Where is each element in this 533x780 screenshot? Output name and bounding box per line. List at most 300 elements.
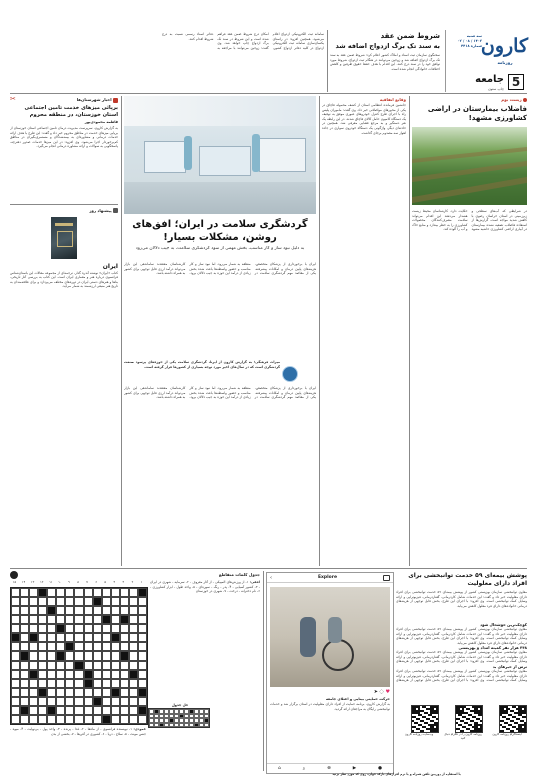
crossword-cell[interactable] [38, 642, 47, 651]
crossword-cell[interactable] [129, 642, 138, 651]
crossword-cell[interactable] [65, 633, 74, 642]
crossword-cell[interactable] [65, 715, 74, 724]
crossword-cell[interactable] [47, 624, 56, 633]
crossword-cell[interactable] [138, 706, 147, 715]
bottom-right-subhead-2: ۴۴۸ هزار نفر کمیته امداد و بهزیستی [458, 645, 527, 650]
crossword-cell[interactable] [120, 670, 129, 679]
crossword-cell[interactable] [56, 633, 65, 642]
crossword-cell[interactable] [20, 697, 29, 706]
page-number-box: 5 [508, 74, 524, 90]
search-icon[interactable]: ⌕ [302, 766, 306, 772]
qr-label-telegram: روزنامه کارون را در تلگرام دنبال کنید [444, 732, 482, 740]
qr-module [524, 730, 526, 732]
solution-label: حل جدول [171, 703, 189, 707]
crossword-cell[interactable] [129, 624, 138, 633]
crossword-cell[interactable] [111, 670, 120, 679]
crossword-cell[interactable] [38, 588, 47, 597]
crossword-cell[interactable] [111, 679, 120, 688]
crossword-cell[interactable] [20, 642, 29, 651]
heart-icon[interactable]: ♥ [385, 689, 390, 695]
crossword-cell[interactable] [56, 651, 65, 660]
crossword-column-numbers [10, 580, 146, 586]
crossword-cell[interactable] [129, 697, 138, 706]
crossword-cell[interactable] [47, 706, 56, 715]
crossword-cell[interactable] [38, 688, 47, 697]
right-column [412, 96, 527, 566]
crossword-cell[interactable] [65, 588, 74, 597]
crossword-cell[interactable] [11, 679, 20, 688]
crossword-cell[interactable] [111, 642, 120, 651]
crossword-cell[interactable] [38, 679, 47, 688]
crossword-cell[interactable] [120, 651, 129, 660]
bottom-right-body-2: معاون توانبخشی سازمان بهزیستی کشور از پوشش بیمه‌ای ۵۹ خدمت توانبخشی برای افراد دارای معلولیت خبر داد و گفت: این خدمات شامل کاردرمانی، گفتاردرمانی، فیزیوتراپی و ارائه وسایل کمک توانبخشی است. وی افزود: با اجرای این طرح، بخش قابل توجهی از هزینه‌های درمانی خانواده‌های دارای فرد معلول کاهش می‌یابد. [396, 627, 527, 645]
logo-text: کارون [480, 35, 528, 57]
crossword-cell[interactable] [29, 706, 38, 715]
crossword-cell[interactable] [102, 615, 111, 624]
crossword-cell[interactable] [47, 688, 56, 697]
crossword-cell[interactable] [120, 597, 129, 606]
crossword-cell[interactable] [84, 661, 93, 670]
crossword-cell[interactable] [74, 679, 83, 688]
crossword-cell[interactable] [29, 651, 38, 660]
crossword-cell[interactable] [111, 651, 120, 660]
crossword-cell[interactable] [93, 661, 102, 670]
camera-icon[interactable] [383, 575, 390, 581]
crossword-cell[interactable] [20, 606, 29, 615]
crossword-cell[interactable] [84, 606, 93, 615]
crossword-cell[interactable] [102, 688, 111, 697]
crossword-cell[interactable] [74, 706, 83, 715]
crossword-cell[interactable] [138, 597, 147, 606]
left-column [10, 96, 118, 566]
crossword-cell[interactable] [20, 706, 29, 715]
crossword-cell[interactable] [20, 633, 29, 642]
crossword-cell[interactable] [65, 642, 74, 651]
crossword-cell[interactable] [65, 706, 74, 715]
back-arrow-icon[interactable]: ‹ [270, 574, 272, 581]
crossword-cell[interactable] [11, 606, 20, 615]
bottom-right-subhead-1: کوچک‌ترین خوشحال شود [480, 622, 527, 627]
crossword-cell[interactable] [102, 624, 111, 633]
crossword-cell[interactable] [29, 642, 38, 651]
crossword-cell[interactable] [138, 651, 147, 660]
crossword-cell[interactable] [84, 588, 93, 597]
crossword-cell[interactable] [20, 661, 29, 670]
crossword-cell[interactable] [84, 697, 93, 706]
crossword-cell[interactable] [56, 697, 65, 706]
crossword-cell[interactable] [38, 706, 47, 715]
center-body: ایران با برخورداری از پزشکان متخصص، هزینه‌های پایین درمان و امکانات پیشرفته، یکی از مقاصد مهم گردشگری سلامت در منطقه به شمار می‌رود. اما نبود ساز و کار مناسب و حضور واسطه‌ها باعث شده بخش زیادی از درآمد این حوزه به جیب دلالان برود. کارشناسان معتقدند ساماندهی این بازار می‌تواند درآمد ارزی قابل توجهی برای کشور به همراه داشته باشد. [124, 262, 316, 276]
crossword-cell[interactable] [120, 615, 129, 624]
crossword-cell[interactable] [138, 606, 147, 615]
crossword-cell[interactable] [93, 715, 102, 724]
crossword-cell[interactable] [138, 633, 147, 642]
book-label-text: پیشنهاد روز [89, 207, 112, 213]
crossword-cell[interactable] [120, 715, 129, 724]
right-body: در شرایطی که آب‌های سطحی و زیرزمینی در استان خراسان رضوی با کاهش شدید مواجه است، گزارش‌ها از استفاده فاضلاب تصفیه نشده بیمارستان در آبیاری اراضی کشاورزی حاشیه مشهد حکایت دارد. کارشناسان محیط زیست هشدار می‌دهند این اقدام می‌تواند سلامت مصرف‌کنندگان محصولات کشاورزی را به خطر بیندازد و منابع خاک و آب را آلوده کند. [412, 209, 527, 232]
crossword-cell[interactable] [93, 606, 102, 615]
bottom-right-body-4: معاون توانبخشی سازمان بهزیستی کشور از پوشش بیمه‌ای ۵۹ خدمت توانبخشی برای افراد دارای معلولیت خبر داد و گفت: این خدمات شامل کاردرمانی، گفتاردرمانی، فیزیوتراپی و ارائه وسایل کمک توانبخشی است. وی افزود: با اجرای این طرح، بخش قابل توجهی از هزینه‌های [396, 669, 527, 683]
crossword-cell[interactable] [129, 688, 138, 697]
crossword-cell[interactable] [47, 715, 56, 724]
crossword-number: ۲ [131, 580, 134, 584]
crossword-cell[interactable] [65, 606, 74, 615]
book-icon [113, 208, 118, 213]
crossword-cell[interactable] [29, 670, 38, 679]
crossword-cell[interactable] [56, 615, 65, 624]
crossword-cell[interactable] [111, 661, 120, 670]
puzzle-icon [10, 571, 18, 579]
masthead-logo [482, 32, 528, 68]
crossword-cell[interactable] [56, 642, 65, 651]
crossword-cell[interactable] [56, 606, 65, 615]
crossword-cell[interactable] [120, 688, 129, 697]
crossword-cell[interactable] [20, 670, 29, 679]
crossword-cell[interactable] [120, 679, 129, 688]
crossword-cell[interactable] [65, 651, 74, 660]
home-icon[interactable]: ⌂ [277, 766, 281, 771]
crossword-cell[interactable] [29, 679, 38, 688]
profile-icon[interactable]: ● [378, 766, 383, 771]
crossword-cell[interactable] [38, 661, 47, 670]
crossword-grid[interactable] [10, 587, 148, 725]
center-body-continued: ایران با برخورداری از پزشکان متخصص، هزینه‌های پایین درمان و امکانات پیشرفته، یکی از مقاصد مهم گردشگری سلامت در منطقه به شمار می‌رود. اما نبود ساز و کار مناسب و حضور واسطه‌ها باعث شده بخش زیادی از درآمد این حوزه به جیب دلالان برود. کارشناسان معتقدند ساماندهی این بازار می‌تواند درآمد ارزی قابل توجهی برای کشور به همراه داشته باشد. [124, 386, 316, 400]
crossword-cell[interactable] [129, 633, 138, 642]
crossword-cell[interactable] [120, 642, 129, 651]
instagram-actions [267, 687, 393, 697]
book-cover [51, 217, 77, 259]
crossword-cell[interactable] [102, 661, 111, 670]
crossword-cell[interactable] [47, 606, 56, 615]
crossword-number: ۱۲ [40, 580, 44, 584]
crossword-cell[interactable] [129, 597, 138, 606]
crossword-cell[interactable] [20, 597, 29, 606]
crossword-cell[interactable] [84, 597, 93, 606]
crossword-cell[interactable] [56, 588, 65, 597]
bottom-right-subhead-3: ترس از خبرهای بد [492, 664, 527, 669]
crossword-cell[interactable] [84, 615, 93, 624]
crossword-cell[interactable] [138, 661, 147, 670]
crossword-cell[interactable] [47, 633, 56, 642]
crossword-cell[interactable] [93, 624, 102, 633]
crossword-cell[interactable] [129, 588, 138, 597]
crossword-cell[interactable] [102, 588, 111, 597]
crossword-cell[interactable] [111, 706, 120, 715]
qr-code-telegram[interactable] [455, 705, 483, 733]
crossword-cell[interactable] [84, 633, 93, 642]
crossword-cell[interactable] [74, 642, 83, 651]
crossword-cell[interactable] [93, 651, 102, 660]
crossword-cell[interactable] [29, 624, 38, 633]
crossword-cell[interactable] [47, 697, 56, 706]
crossword-cell[interactable] [129, 651, 138, 660]
crossword-cell[interactable] [56, 679, 65, 688]
crossword-number: ۱۴ [21, 580, 26, 584]
crossword-cell[interactable] [102, 697, 111, 706]
crossword-cell[interactable] [138, 588, 147, 597]
across-label: افقی: [249, 580, 260, 584]
qr-module [436, 730, 438, 732]
left-label-text: اخبار شهرستان‌ها [76, 97, 112, 102]
crossword-cell[interactable] [120, 661, 129, 670]
crossword-cell[interactable] [11, 651, 20, 660]
crossword-cell[interactable] [38, 670, 47, 679]
crossword-cell[interactable] [56, 706, 65, 715]
crossword-number: ۱۰ [58, 580, 62, 584]
share-icon[interactable]: ➤ [373, 689, 378, 695]
leaf-icon [523, 98, 527, 102]
crossword-cell[interactable] [138, 688, 147, 697]
crossword-cell[interactable] [65, 661, 74, 670]
crossword-cell[interactable] [11, 670, 20, 679]
crossword-cell[interactable] [120, 624, 129, 633]
farm-photo [412, 127, 527, 205]
crossword-cell[interactable] [111, 633, 120, 642]
crossword-cell[interactable] [47, 679, 56, 688]
crossword-cell[interactable] [84, 642, 93, 651]
crossword-cell[interactable] [93, 633, 102, 642]
crossword-cell[interactable] [47, 642, 56, 651]
left-body: به گزارش کارون، سرپرست مدیریت درمان تامین اجتماعی استان خوزستان از برپایی میزهای خدمت در مناطق محروم خبر داد و گفت: این طرح با هدف ارائه خدمات درمانی و مشاوره‌ای به بیمه‌شدگان و مستمری‌بگیران در مناطق کم‌برخوردار اجرا می‌شود. وی افزود: در این میزها خدمات صدور دفترچه، پاسخگویی به سوالات و ارائه مشاوره درمانی انجام می‌گیرد. [10, 126, 118, 149]
crossword-cell[interactable] [93, 679, 102, 688]
crossword-cell[interactable] [11, 715, 20, 724]
reels-icon[interactable]: ▶ [352, 766, 357, 771]
crossword-cell[interactable] [56, 661, 65, 670]
crossword-cell[interactable] [111, 606, 120, 615]
crossword-cell[interactable] [11, 706, 20, 715]
crossword-cell[interactable] [111, 597, 120, 606]
crossword-cell[interactable] [129, 661, 138, 670]
left-headline: برپائی میزهای خدمت تامین اجتماعی استان خوزستان، در منطقه محروم [24, 105, 118, 118]
crossword-cell[interactable] [138, 624, 147, 633]
crossword-number: ۹ [68, 580, 70, 584]
crossword-cell[interactable] [11, 588, 20, 597]
crossword-cell[interactable] [138, 697, 147, 706]
crossword-cell[interactable] [120, 588, 129, 597]
crossword-cell[interactable] [65, 670, 74, 679]
crossword-cell[interactable] [102, 670, 111, 679]
crossword-cell[interactable] [47, 588, 56, 597]
instagram-caption: حرکت حمایتی بینایی و اعتلای جامعه [325, 697, 390, 701]
crossword-cell[interactable] [65, 624, 74, 633]
crossword-cell[interactable] [11, 697, 20, 706]
crossword-cell[interactable] [129, 670, 138, 679]
add-icon[interactable]: ⊕ [327, 766, 331, 771]
instagram-card [266, 572, 394, 774]
crossword-cell[interactable] [111, 588, 120, 597]
masthead-date [457, 34, 482, 49]
crossword-cell[interactable] [111, 688, 120, 697]
crossword-cell[interactable] [120, 706, 129, 715]
crossword-cell[interactable] [29, 715, 38, 724]
crossword-cell[interactable] [11, 624, 20, 633]
crossword-cell[interactable] [74, 670, 83, 679]
top-right-body: سخنگوی سازمان ثبت اسناد و املاک کشور اعلام کرد: شروط ضمن عقد به سند تک برگ ازدواج اضافه شد و زوجین می‌توانند در هنگام ثبت ازدواج، شروط مورد توافق خود را در سند درج کنند. این اقدام با هدف حفظ حقوق طرفین و کاهش اختلافات خانوادگی انجام شده است. [330, 53, 440, 71]
crossword-cell[interactable] [93, 588, 102, 597]
crossword-cell[interactable] [93, 615, 102, 624]
qr-code-instagram[interactable] [499, 705, 527, 733]
crossword-cell[interactable] [29, 615, 38, 624]
crossword-cell[interactable] [111, 624, 120, 633]
crossword-cell[interactable] [84, 651, 93, 660]
crossword-cell[interactable] [11, 615, 20, 624]
crossword-cell[interactable] [102, 706, 111, 715]
crossword-cell[interactable] [102, 642, 111, 651]
bottom-right-article [396, 572, 527, 702]
crossword-cell[interactable] [29, 588, 38, 597]
crossword-cell[interactable] [74, 615, 83, 624]
crossword-cell[interactable] [11, 597, 20, 606]
crossword-cell[interactable] [20, 651, 29, 660]
crossword-cell[interactable] [102, 679, 111, 688]
crossword-number: ۴ [113, 580, 116, 584]
crossword-cell[interactable] [138, 642, 147, 651]
crossword-cell[interactable] [20, 679, 29, 688]
left-column-label [10, 96, 118, 103]
crossword-cell[interactable] [74, 651, 83, 660]
crossword-cell[interactable] [93, 670, 102, 679]
crossword-cell[interactable] [29, 606, 38, 615]
crossword-cell[interactable] [102, 715, 111, 724]
crossword-cell[interactable] [65, 688, 74, 697]
crossword-cell[interactable] [11, 688, 20, 697]
crossword-cell[interactable] [138, 670, 147, 679]
crossword-cell[interactable] [29, 597, 38, 606]
crossword-cell[interactable] [20, 588, 29, 597]
crossword-cell[interactable] [111, 715, 120, 724]
qr-code-website[interactable] [411, 705, 439, 733]
solution-cell [159, 723, 164, 728]
crossword-cell[interactable] [102, 606, 111, 615]
middle-right-label: وقایع اتفاقیه [379, 97, 406, 102]
crossword-cell[interactable] [111, 697, 120, 706]
crossword-cell[interactable] [93, 597, 102, 606]
crossword-cell[interactable] [93, 697, 102, 706]
crossword-cell[interactable] [74, 715, 83, 724]
crossword-cell[interactable] [74, 688, 83, 697]
hospital-photo [124, 96, 316, 214]
crossword-number: ۱۳ [31, 580, 35, 584]
crossword-cell[interactable] [20, 715, 29, 724]
crossword-cell[interactable] [38, 597, 47, 606]
crossword-cell[interactable] [84, 688, 93, 697]
crossword-number: ۱۱ [49, 580, 53, 584]
crossword-cell[interactable] [84, 670, 93, 679]
crossword-cell[interactable] [129, 715, 138, 724]
crossword-cell[interactable] [47, 651, 56, 660]
bottom-right-headline: پوشش بیمه‌ای ۵۹ خدمت توانبخشی برای افراد دارای معلولیت [408, 572, 527, 587]
crossword-cell[interactable] [65, 679, 74, 688]
crossword-cell[interactable] [47, 661, 56, 670]
crossword-cell[interactable] [56, 670, 65, 679]
crossword-cell[interactable] [129, 706, 138, 715]
crossword-cell[interactable] [11, 661, 20, 670]
crossword-cell[interactable] [102, 633, 111, 642]
crossword-cell[interactable] [120, 633, 129, 642]
crossword-cell[interactable] [74, 606, 83, 615]
section-title: جامعه [475, 74, 504, 85]
crossword-cell[interactable] [74, 597, 83, 606]
crossword-cell[interactable] [56, 624, 65, 633]
crossword-cell[interactable] [74, 624, 83, 633]
crossword-cell[interactable] [11, 633, 20, 642]
crossword-cell[interactable] [74, 588, 83, 597]
crossword-cell[interactable] [74, 633, 83, 642]
crossword-title [10, 571, 260, 578]
date-value: ۱۴۰۲ / ۰۸ / ۰۲ [457, 39, 482, 43]
crossword-cell[interactable] [65, 597, 74, 606]
crossword-cell[interactable] [20, 615, 29, 624]
crossword-cell[interactable] [93, 706, 102, 715]
crossword-cell[interactable] [74, 697, 83, 706]
qr-module [434, 730, 436, 732]
crossword-cell[interactable] [129, 615, 138, 624]
logo-subtitle: روزنامه [497, 60, 513, 65]
qr-label-instagram: اینستاگرام روزنامه کارون [492, 732, 522, 736]
crossword-cell[interactable] [65, 615, 74, 624]
book-body: کتاب «ایران» نوشته آندره گدار، ترجمه‌ای از مجموعه مقالات این باستان‌شناس فرانسوی درباره هنر و معماری ایران است. این کتاب به بررسی آثار تاریخی، بناها و هنرهای دستی ایران در دوره‌های مختلف می‌پردازد و برای علاقه‌مندان به تاریخ هنر منبعی ارزشمند به شمار می‌آید. [10, 270, 118, 289]
crossword-cell[interactable] [129, 606, 138, 615]
crossword-cell[interactable] [29, 697, 38, 706]
crossword-cell[interactable] [84, 706, 93, 715]
crossword-cell[interactable] [111, 615, 120, 624]
news-icon [113, 98, 118, 103]
crossword-cell[interactable] [29, 688, 38, 697]
crossword-cell[interactable] [38, 633, 47, 642]
crossword-cell[interactable] [56, 688, 65, 697]
crossword-cell[interactable] [47, 670, 56, 679]
top-columns-body: سامانه ثبت الکترونیکی ازدواج اعلام می‌شود. همچنین افزود: در راستای یکسان‌سازی سامانه ثبت الکترونیکی ازدواج در کلیه دفاتر ازدواج کشور، امکان درج شروط ضمن عقد فراهم شده است و این شروط در سند تک برگ ازدواج چاپ خواهد شد. وی گفت: زوجین می‌توانند با مراجعه به دفاتر اسناد رسمی نسبت به درج شروط اقدام کنند. [162, 32, 324, 50]
crossword-cell[interactable] [102, 597, 111, 606]
crossword-cell[interactable] [47, 615, 56, 624]
crossword-cell[interactable] [138, 615, 147, 624]
crossword-cell[interactable] [29, 661, 38, 670]
crossword-cell[interactable] [93, 642, 102, 651]
comment-icon[interactable]: ◌ [379, 689, 384, 695]
crossword-number: ۶ [95, 580, 97, 584]
crossword-cell[interactable] [84, 715, 93, 724]
crossword-cell[interactable] [65, 697, 74, 706]
crossword-cell[interactable] [102, 651, 111, 660]
crossword-cell[interactable] [120, 697, 129, 706]
crossword-down [10, 727, 146, 771]
crossword-cell[interactable] [38, 651, 47, 660]
crossword-across [150, 580, 260, 700]
crossword-cell[interactable] [93, 688, 102, 697]
crossword-cell[interactable] [84, 624, 93, 633]
crossword-cell[interactable] [38, 615, 47, 624]
crossword-cell[interactable] [38, 697, 47, 706]
crossword-cell[interactable] [47, 597, 56, 606]
solution-cell [174, 723, 179, 728]
crossword-cell[interactable] [84, 679, 93, 688]
crossword-cell[interactable] [138, 715, 147, 724]
crossword-cell[interactable] [38, 715, 47, 724]
crossword-cell[interactable] [120, 606, 129, 615]
crossword-cell[interactable] [56, 715, 65, 724]
crossword-cell[interactable] [20, 688, 29, 697]
crossword-number: ۱ [140, 580, 143, 584]
crossword-cell[interactable] [138, 679, 147, 688]
crossword-cell[interactable] [129, 679, 138, 688]
crossword-cell[interactable] [38, 624, 47, 633]
crossword-cell[interactable] [38, 606, 47, 615]
crossword-cell[interactable] [56, 597, 65, 606]
crossword-cell[interactable] [29, 633, 38, 642]
crossword-cell[interactable] [11, 642, 20, 651]
crossword-cell[interactable] [20, 624, 29, 633]
crossword-cell[interactable] [74, 661, 83, 670]
